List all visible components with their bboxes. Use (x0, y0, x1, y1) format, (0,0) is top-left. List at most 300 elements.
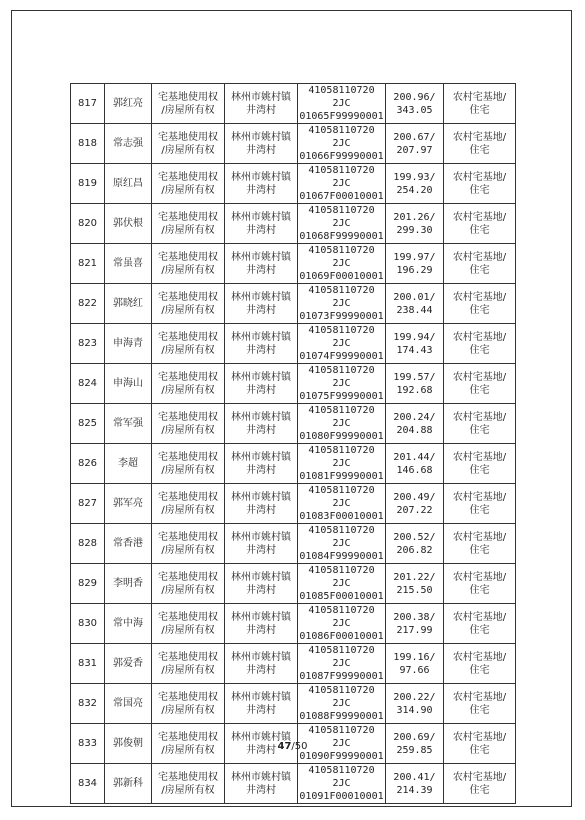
record-number: 823 (77, 338, 98, 349)
unit-code-cell (298, 84, 386, 124)
record-number-cell (71, 164, 105, 204)
area-line-1: 200.38/ (393, 611, 436, 623)
area-line-2: 259.85 (396, 744, 433, 756)
location-line-2: 井湾村 (246, 544, 276, 556)
right-type-line-2: /房屋所有权 (161, 744, 215, 756)
usage-line-1: 农村宅基地/ (452, 571, 507, 583)
record-number: 830 (77, 618, 98, 629)
usage-cell (444, 124, 516, 164)
unit-code-line-1: 41058110720 2JC (308, 725, 375, 749)
usage-line-1: 农村宅基地/ (452, 771, 507, 783)
location-line-1: 林州市姚村镇 (231, 251, 291, 263)
usage-line-1: 农村宅基地/ (452, 371, 507, 383)
owner-name-cell (105, 84, 152, 124)
right-type-cell (152, 684, 225, 724)
owner-name: 郭爱香 (113, 658, 143, 669)
location-line-1: 林州市姚村镇 (231, 531, 291, 543)
right-type-line-2: /房屋所有权 (161, 304, 215, 316)
usage-line-1: 农村宅基地/ (452, 91, 507, 103)
area-cell (386, 204, 444, 244)
location-line-1: 林州市姚村镇 (231, 451, 291, 463)
unit-code-line-1: 41058110720 2JC (308, 325, 375, 349)
location-cell (225, 764, 298, 804)
unit-code-cell (298, 244, 386, 284)
table-row (71, 484, 516, 524)
area-cell (386, 124, 444, 164)
owner-name-cell (105, 284, 152, 324)
unit-code-cell (298, 364, 386, 404)
usage-cell (444, 324, 516, 364)
area-cell (386, 84, 444, 124)
record-number: 824 (77, 378, 98, 389)
area-line-1: 199.57/ (393, 371, 436, 383)
usage-line-2: 住宅 (469, 344, 490, 356)
location-cell (225, 324, 298, 364)
right-type-line-2: /房屋所有权 (161, 424, 215, 436)
owner-name-cell (105, 444, 152, 484)
owner-name-cell (105, 404, 152, 444)
record-number-cell (71, 364, 105, 404)
record-number: 817 (77, 98, 98, 109)
owner-name: 原红昌 (113, 178, 143, 189)
table-row (71, 564, 516, 604)
usage-cell (444, 564, 516, 604)
usage-line-2: 住宅 (469, 624, 490, 636)
usage-line-1: 农村宅基地/ (452, 331, 507, 343)
area-line-1: 199.94/ (393, 331, 436, 343)
owner-name: 常军强 (113, 418, 143, 429)
area-line-1: 199.93/ (393, 171, 436, 183)
usage-line-2: 住宅 (469, 304, 490, 316)
owner-name: 常虽喜 (113, 258, 143, 269)
unit-code-cell (298, 484, 386, 524)
owner-name: 常国亮 (113, 698, 143, 709)
area-cell (386, 684, 444, 724)
usage-cell (444, 524, 516, 564)
unit-code-cell (298, 644, 386, 684)
area-line-2: 174.43 (396, 344, 433, 356)
usage-cell (444, 444, 516, 484)
area-cell (386, 764, 444, 804)
location-line-1: 林州市姚村镇 (231, 131, 291, 143)
record-number: 829 (77, 578, 98, 589)
table-row (71, 244, 516, 284)
location-line-1: 林州市姚村镇 (231, 611, 291, 623)
area-line-2: 207.22 (396, 504, 433, 516)
unit-code-line-1: 41058110720 2JC (308, 205, 375, 229)
location-cell (225, 284, 298, 324)
area-line-1: 201.44/ (393, 451, 436, 463)
right-type-line-1: 宅基地使用权 (158, 211, 218, 223)
area-line-1: 200.41/ (393, 771, 436, 783)
record-number: 827 (77, 498, 98, 509)
unit-code-line-1: 41058110720 2JC (308, 565, 375, 589)
right-type-line-1: 宅基地使用权 (158, 731, 218, 743)
owner-name-cell (105, 644, 152, 684)
page-separator: / (291, 741, 295, 752)
area-cell (386, 564, 444, 604)
area-line-1: 200.69/ (393, 731, 436, 743)
unit-code-line-2: 01081F99990001 (299, 471, 384, 482)
record-number-cell (71, 324, 105, 364)
unit-code-cell (298, 404, 386, 444)
right-type-line-1: 宅基地使用权 (158, 531, 218, 543)
record-number-cell (71, 764, 105, 804)
usage-cell (444, 284, 516, 324)
location-line-1: 林州市姚村镇 (231, 731, 291, 743)
usage-line-2: 住宅 (469, 544, 490, 556)
table-row (71, 364, 516, 404)
area-line-2: 238.44 (396, 304, 433, 316)
usage-cell (444, 84, 516, 124)
area-cell (386, 164, 444, 204)
right-type-line-1: 宅基地使用权 (158, 131, 218, 143)
right-type-cell (152, 564, 225, 604)
owner-name-cell (105, 204, 152, 244)
right-type-line-2: /房屋所有权 (161, 584, 215, 596)
area-line-2: 192.68 (396, 384, 433, 396)
table-row (71, 204, 516, 244)
record-number-cell (71, 564, 105, 604)
right-type-line-1: 宅基地使用权 (158, 251, 218, 263)
right-type-cell (152, 124, 225, 164)
table-row (71, 84, 516, 124)
owner-name-cell (105, 124, 152, 164)
right-type-cell (152, 764, 225, 804)
owner-name: 常志强 (113, 138, 143, 149)
owner-name: 郭红亮 (113, 98, 143, 109)
usage-line-2: 住宅 (469, 384, 490, 396)
usage-line-1: 农村宅基地/ (452, 291, 507, 303)
record-number-cell (71, 604, 105, 644)
unit-code-cell (298, 324, 386, 364)
area-line-1: 199.16/ (393, 651, 436, 663)
unit-code-cell (298, 284, 386, 324)
area-cell (386, 444, 444, 484)
usage-line-1: 农村宅基地/ (452, 211, 507, 223)
area-line-2: 215.50 (396, 584, 433, 596)
area-cell (386, 324, 444, 364)
owner-name: 李明香 (113, 578, 143, 589)
unit-code-line-2: 01075F99990001 (299, 391, 384, 402)
right-type-line-1: 宅基地使用权 (158, 691, 218, 703)
unit-code-line-2: 01085F00010001 (299, 591, 384, 602)
usage-line-1: 农村宅基地/ (452, 731, 507, 743)
location-line-2: 井湾村 (246, 744, 276, 756)
area-cell (386, 484, 444, 524)
unit-code-line-2: 01065F99990001 (299, 111, 384, 122)
location-cell (225, 484, 298, 524)
location-line-1: 林州市姚村镇 (231, 371, 291, 383)
area-line-1: 201.22/ (393, 571, 436, 583)
location-line-2: 井湾村 (246, 624, 276, 636)
owner-name-cell (105, 164, 152, 204)
location-cell (225, 404, 298, 444)
right-type-line-2: /房屋所有权 (161, 784, 215, 796)
owner-name: 郭新科 (113, 778, 143, 789)
area-line-1: 200.49/ (393, 491, 436, 503)
unit-code-line-1: 41058110720 2JC (308, 405, 375, 429)
owner-name: 李超 (118, 458, 138, 469)
owner-name: 郭伏根 (113, 218, 143, 229)
area-line-2: 214.39 (396, 784, 433, 796)
area-line-1: 201.26/ (393, 211, 436, 223)
right-type-cell (152, 404, 225, 444)
owner-name-cell (105, 604, 152, 644)
right-type-line-2: /房屋所有权 (161, 224, 215, 236)
right-type-line-1: 宅基地使用权 (158, 611, 218, 623)
unit-code-line-2: 01084F99990001 (299, 551, 384, 562)
usage-cell (444, 244, 516, 284)
right-type-line-2: /房屋所有权 (161, 664, 215, 676)
area-line-2: 97.66 (399, 664, 430, 676)
record-number-cell (71, 524, 105, 564)
owner-name-cell (105, 484, 152, 524)
usage-line-2: 住宅 (469, 704, 490, 716)
area-line-1: 200.22/ (393, 691, 436, 703)
unit-code-cell (298, 524, 386, 564)
unit-code-line-1: 41058110720 2JC (308, 245, 375, 269)
owner-name-cell (105, 564, 152, 604)
right-type-line-2: /房屋所有权 (161, 144, 215, 156)
right-type-cell (152, 164, 225, 204)
owner-name-cell (105, 524, 152, 564)
unit-code-cell (298, 204, 386, 244)
unit-code-line-2: 01069F00010001 (299, 271, 384, 282)
unit-code-line-2: 01088F99990001 (299, 711, 384, 722)
usage-line-1: 农村宅基地/ (452, 131, 507, 143)
usage-line-1: 农村宅基地/ (452, 651, 507, 663)
location-line-1: 林州市姚村镇 (231, 491, 291, 503)
area-line-2: 207.97 (396, 144, 433, 156)
right-type-cell (152, 644, 225, 684)
table-row (71, 524, 516, 564)
usage-cell (444, 484, 516, 524)
table-row (71, 764, 516, 804)
location-line-1: 林州市姚村镇 (231, 91, 291, 103)
location-line-2: 井湾村 (246, 144, 276, 156)
area-line-2: 299.30 (396, 224, 433, 236)
record-number: 831 (77, 658, 98, 669)
record-number-cell (71, 204, 105, 244)
record-number-cell (71, 84, 105, 124)
location-cell (225, 124, 298, 164)
location-cell (225, 524, 298, 564)
owner-name: 郭俊朝 (113, 738, 143, 749)
usage-line-2: 住宅 (469, 144, 490, 156)
record-number-cell (71, 124, 105, 164)
location-line-2: 井湾村 (246, 784, 276, 796)
right-type-cell (152, 244, 225, 284)
usage-line-1: 农村宅基地/ (452, 691, 507, 703)
unit-code-line-2: 01073F99990001 (299, 311, 384, 322)
record-number: 832 (77, 698, 98, 709)
area-line-2: 343.05 (396, 104, 433, 116)
right-type-cell (152, 204, 225, 244)
unit-code-cell (298, 444, 386, 484)
unit-code-cell (298, 564, 386, 604)
area-line-2: 217.99 (396, 624, 433, 636)
location-cell (225, 164, 298, 204)
record-number: 834 (77, 778, 98, 789)
table-row (71, 124, 516, 164)
unit-code-line-1: 41058110720 2JC (308, 525, 375, 549)
unit-code-line-1: 41058110720 2JC (308, 485, 375, 509)
unit-code-line-1: 41058110720 2JC (308, 445, 375, 469)
table-row (71, 164, 516, 204)
right-type-cell (152, 604, 225, 644)
record-number-cell (71, 644, 105, 684)
right-type-line-2: /房屋所有权 (161, 704, 215, 716)
right-type-line-1: 宅基地使用权 (158, 411, 218, 423)
right-type-line-2: /房屋所有权 (161, 384, 215, 396)
location-line-2: 井湾村 (246, 464, 276, 476)
area-cell (386, 604, 444, 644)
location-line-2: 井湾村 (246, 384, 276, 396)
owner-name-cell (105, 244, 152, 284)
right-type-line-1: 宅基地使用权 (158, 571, 218, 583)
usage-line-2: 住宅 (469, 184, 490, 196)
record-number: 820 (77, 218, 98, 229)
usage-line-2: 住宅 (469, 224, 490, 236)
usage-cell (444, 404, 516, 444)
registration-table-body (71, 84, 516, 804)
owner-name-cell (105, 684, 152, 724)
right-type-cell (152, 324, 225, 364)
record-number: 828 (77, 538, 98, 549)
unit-code-line-2: 01066F99990001 (299, 151, 384, 162)
area-line-1: 200.24/ (393, 411, 436, 423)
area-line-2: 196.29 (396, 264, 433, 276)
location-line-2: 井湾村 (246, 304, 276, 316)
area-cell (386, 284, 444, 324)
right-type-cell (152, 444, 225, 484)
record-number: 818 (77, 138, 98, 149)
area-cell (386, 364, 444, 404)
table-row (71, 684, 516, 724)
area-line-2: 146.68 (396, 464, 433, 476)
owner-name: 申海山 (113, 378, 143, 389)
location-cell (225, 444, 298, 484)
area-cell (386, 244, 444, 284)
area-cell (386, 404, 444, 444)
area-cell (386, 524, 444, 564)
owner-name: 郭军亮 (113, 498, 143, 509)
unit-code-line-2: 01080F99990001 (299, 431, 384, 442)
right-type-cell (152, 484, 225, 524)
record-number-cell (71, 444, 105, 484)
location-line-1: 林州市姚村镇 (231, 211, 291, 223)
usage-cell (444, 604, 516, 644)
location-cell (225, 364, 298, 404)
unit-code-cell (298, 604, 386, 644)
unit-code-line-1: 41058110720 2JC (308, 285, 375, 309)
unit-code-line-1: 41058110720 2JC (308, 125, 375, 149)
area-line-2: 206.82 (396, 544, 433, 556)
right-type-line-1: 宅基地使用权 (158, 771, 218, 783)
unit-code-line-2: 01090F99990001 (299, 751, 384, 762)
table-row (71, 404, 516, 444)
usage-line-2: 住宅 (469, 784, 490, 796)
record-number-cell (71, 404, 105, 444)
right-type-line-2: /房屋所有权 (161, 344, 215, 356)
location-line-2: 井湾村 (246, 344, 276, 356)
right-type-line-2: /房屋所有权 (161, 504, 215, 516)
right-type-line-1: 宅基地使用权 (158, 371, 218, 383)
unit-code-line-2: 01087F99990001 (299, 671, 384, 682)
location-cell (225, 204, 298, 244)
owner-name: 常香港 (113, 538, 143, 549)
area-line-1: 199.97/ (393, 251, 436, 263)
unit-code-cell (298, 764, 386, 804)
right-type-line-1: 宅基地使用权 (158, 451, 218, 463)
unit-code-line-2: 01068F99990001 (299, 231, 384, 242)
owner-name: 常中海 (113, 618, 143, 629)
area-cell (386, 644, 444, 684)
location-line-1: 林州市姚村镇 (231, 691, 291, 703)
table-row (71, 444, 516, 484)
location-cell (225, 84, 298, 124)
unit-code-line-2: 01067F00010001 (299, 191, 384, 202)
right-type-line-2: /房屋所有权 (161, 544, 215, 556)
usage-line-2: 住宅 (469, 744, 490, 756)
usage-cell (444, 164, 516, 204)
usage-cell (444, 204, 516, 244)
record-number-cell (71, 484, 105, 524)
unit-code-line-1: 41058110720 2JC (308, 765, 375, 789)
area-line-2: 204.88 (396, 424, 433, 436)
registration-table (70, 83, 516, 804)
location-line-1: 林州市姚村镇 (231, 771, 291, 783)
unit-code-line-1: 41058110720 2JC (308, 165, 375, 189)
unit-code-cell (298, 164, 386, 204)
unit-code-line-1: 41058110720 2JC (308, 685, 375, 709)
usage-line-1: 农村宅基地/ (452, 531, 507, 543)
unit-code-cell (298, 684, 386, 724)
usage-line-2: 住宅 (469, 584, 490, 596)
location-line-1: 林州市姚村镇 (231, 651, 291, 663)
location-line-2: 井湾村 (246, 184, 276, 196)
table-row (71, 284, 516, 324)
right-type-line-1: 宅基地使用权 (158, 291, 218, 303)
location-line-2: 井湾村 (246, 104, 276, 116)
location-cell (225, 684, 298, 724)
location-line-2: 井湾村 (246, 704, 276, 716)
unit-code-line-1: 41058110720 2JC (308, 85, 375, 109)
usage-line-2: 住宅 (469, 464, 490, 476)
page-total: 50 (294, 741, 308, 752)
location-line-1: 林州市姚村镇 (231, 331, 291, 343)
location-line-2: 井湾村 (246, 584, 276, 596)
record-number: 819 (77, 178, 98, 189)
table-row (71, 644, 516, 684)
location-cell (225, 604, 298, 644)
record-number: 825 (77, 418, 98, 429)
unit-code-line-1: 41058110720 2JC (308, 645, 375, 669)
owner-name: 郭晓红 (113, 298, 143, 309)
unit-code-line-1: 41058110720 2JC (308, 605, 375, 629)
usage-line-1: 农村宅基地/ (452, 251, 507, 263)
location-line-1: 林州市姚村镇 (231, 171, 291, 183)
usage-line-2: 住宅 (469, 424, 490, 436)
unit-code-line-2: 01091F00010001 (299, 791, 384, 802)
location-cell (225, 564, 298, 604)
unit-code-line-2: 01074F99990001 (299, 351, 384, 362)
location-line-2: 井湾村 (246, 224, 276, 236)
unit-code-cell (298, 124, 386, 164)
location-line-2: 井湾村 (246, 264, 276, 276)
right-type-cell (152, 364, 225, 404)
